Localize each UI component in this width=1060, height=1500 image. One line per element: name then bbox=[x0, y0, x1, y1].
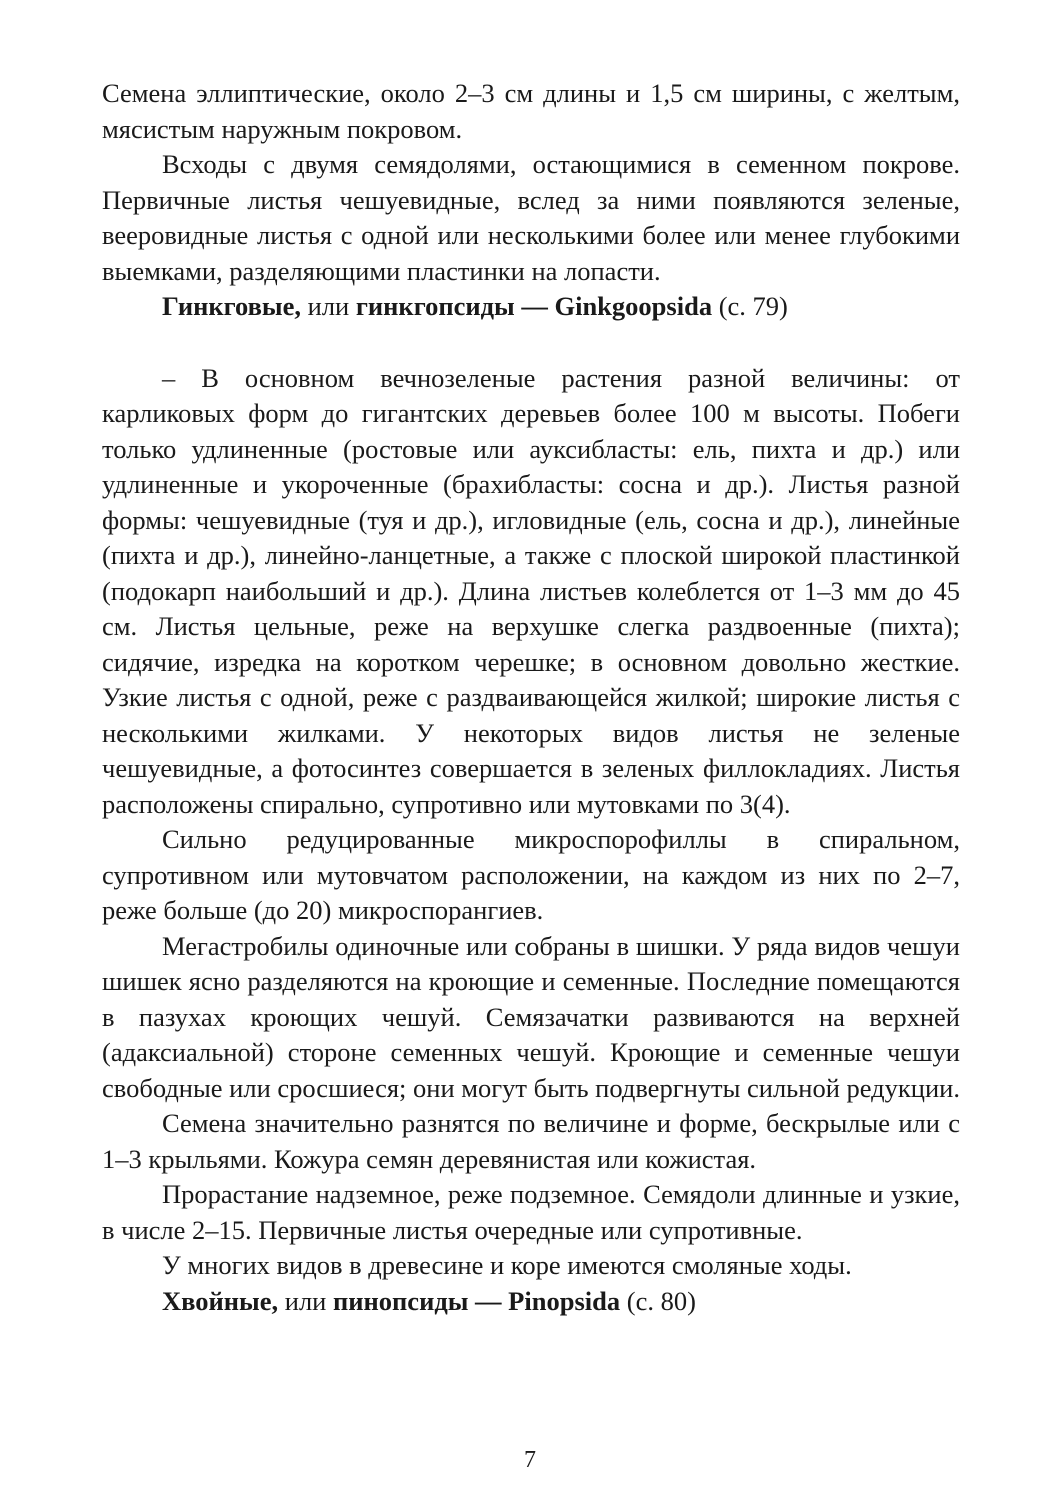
body-paragraph-2: Сильно редуцированные микроспорофиллы в спиральном, супротивном или мутовчатом расположении, на каждом из них по 2–7, реже больше (до 20) микроспорангиев. bbox=[102, 824, 960, 925]
heading-bold-part-b: гинкгопсиды — Ginkgoopsida bbox=[355, 291, 713, 321]
section-heading-ginkgoopsida bbox=[102, 289, 960, 325]
heading-bold-part-a: Гинкговые, bbox=[162, 291, 302, 321]
section-spacer bbox=[102, 325, 960, 361]
heading-connector: или bbox=[278, 1285, 333, 1316]
heading-page-reference: (с. 80) bbox=[620, 1285, 696, 1316]
heading-connector: или bbox=[301, 291, 356, 321]
heading-bold-part-a: Хвойные, bbox=[162, 1285, 279, 1316]
page-number: 7 bbox=[524, 1447, 536, 1473]
body-paragraph-3: Мегастробилы одиночные или собраны в шишки. У ряда видов чешуи шишек ясно разделяются на кроющие и семенные. Последние помещаются в пазухах кроющих чешуй. Семязачатки развиваются на верхней (адаксиальной) стороне семенных чешуй. Кроющие и семенные чешуи свободные или сросшиеся; они могут быть подвергнуты сильной редукции. bbox=[102, 930, 960, 1103]
intro-paragraph-2: Всходы с двумя семядолями, остающимися в семенном покрове. Первичные листья чешуевидные, вслед за ними появляются зеленые, вееровидные листья с одной или несколькими более или менее глубокими выемками, разделяющими пластинки на лопасти. bbox=[102, 149, 960, 286]
heading-bold-part-b: пинопсиды — Pinopsida bbox=[332, 1285, 621, 1316]
heading-page-reference: (с. 79) bbox=[712, 291, 788, 321]
body-paragraph-1: – В основном вечнозеленые растения разной величины: от карликовых форм до гигантских деревьев более 100 м высоты. Побеги только удлиненные (ростовые или ауксибласты: ель, пихта и др.) или удлиненные и укороченные (брахибласты: сосна и др.). Листья разной формы: чешуевидные (туя и др.), игловидные (ель, сосна и др.), линейные (пихта и др.), линейно-ланцетные, а также с плоской широкой пластинкой (подокарп наибольший и др.). Длина листьев колеблется от 1–3 мм до 45 см. Листья цельные, реже на верхушке слегка раздвоенные (пихта); сидячие, изредка на коротком черешке; в основном довольно жесткие. Узкие листья с одной, реже с раздваивающейся жилкой; широкие листья с несколькими жилками. У некоторых видов листья не зеленые чешуевидные, а фотосинтез совершается в зеленых филлокладиях. Листья расположены спирально, супротивно или мутовками по 3(4). bbox=[102, 362, 960, 819]
body-paragraph-5: Прорастание надземное, реже подземное. Семядоли длинные и узкие, в числе 2–15. Первичные листья очередные или супротивные. bbox=[102, 1179, 960, 1245]
page-content bbox=[102, 76, 960, 1319]
body-paragraph-4: Семена значительно разнятся по величине и форме, бескрылые или с 1–3 крыльями. Кожура семян деревянистая или кожистая. bbox=[102, 1108, 960, 1174]
body-paragraph-6: У многих видов в древесине и коре имеются смоляные ходы. bbox=[162, 1250, 852, 1280]
intro-paragraph-1: Семена эллиптические, около 2–3 см длины и 1,5 см ширины, с желтым, мясистым наружным покровом. bbox=[102, 78, 960, 144]
section-heading-pinopsida bbox=[102, 1284, 960, 1320]
